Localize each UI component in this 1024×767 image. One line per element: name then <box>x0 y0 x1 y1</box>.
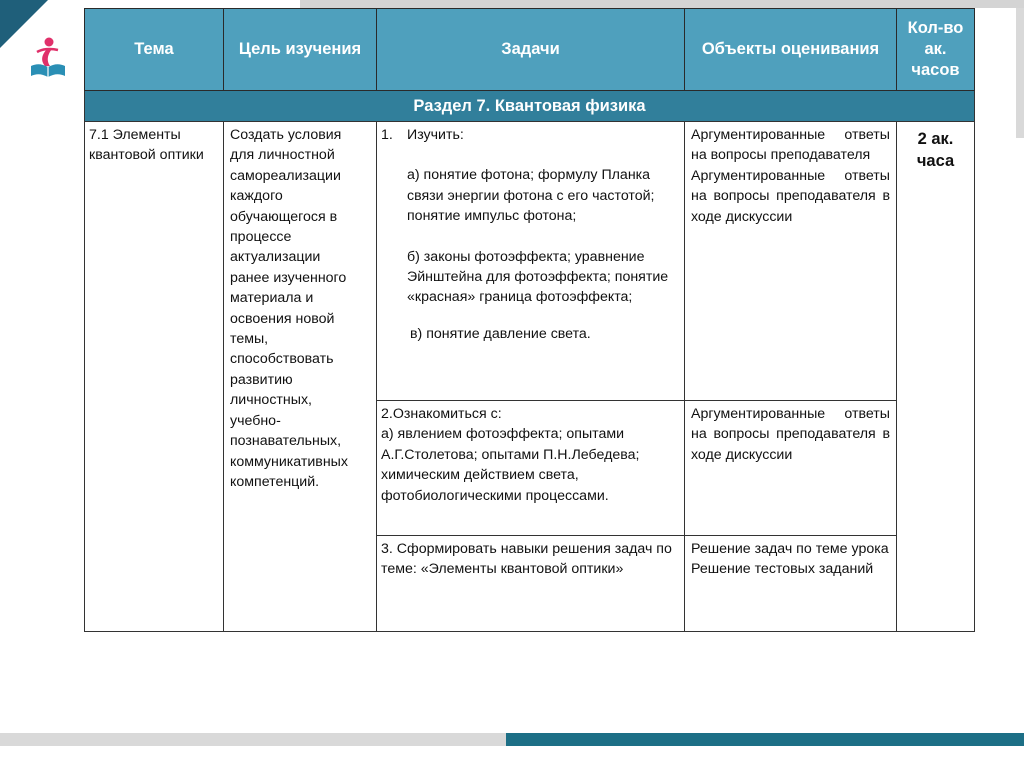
bottom-decor-bar-grey <box>0 733 506 746</box>
eval-item: Решение задач по теме урока <box>691 541 889 557</box>
goal-line: темы, <box>230 331 269 348</box>
goal-line: личностных, <box>230 392 312 409</box>
goal-line: обучающегося в <box>230 208 338 225</box>
curriculum-table <box>84 8 975 632</box>
eval-item: Аргументированные ответы на вопросы преподавателя <box>691 127 890 164</box>
goal-line: развитию <box>230 371 293 388</box>
eval-cell-2 <box>685 401 897 536</box>
header-hours: Кол-во ак. часов <box>897 9 975 91</box>
eval-item: Решение тестовых заданий <box>691 561 874 578</box>
right-decor-bar <box>1016 8 1024 138</box>
goal-cell <box>224 122 377 632</box>
header-goal: Цель изучения <box>224 9 377 91</box>
task-item-b: б) законы фотоэффекта; уравнение Эйнштейна для фотоэффекта; понятие «красная» граница фотоэффекта; <box>407 248 669 306</box>
goal-line: каждого <box>230 188 283 205</box>
goal-line: для личностной <box>230 147 335 164</box>
task-title: 2.Ознакомиться с: <box>381 406 502 422</box>
goal-line: компетенций. <box>230 473 320 490</box>
goal-line: освоения новой <box>230 310 335 327</box>
task-title: Изучить: <box>407 127 464 143</box>
section-row <box>85 91 975 122</box>
bottom-decor-bar-teal <box>506 733 1024 746</box>
task-number: 1. <box>381 127 393 143</box>
logo-icon <box>28 36 68 80</box>
table-header-row <box>85 9 975 91</box>
header-tasks: Задачи <box>377 9 685 91</box>
goal-line: самореализации <box>230 167 341 184</box>
goal-line: процессе <box>230 229 292 246</box>
eval-cell-1 <box>685 122 897 401</box>
eval-item: Аргументированные ответы на вопросы преподавателя в ходе дискуссии <box>691 167 890 225</box>
task-text: 3. Сформировать навыки решения задач по теме: «Элементы квантовой оптики» <box>381 541 672 578</box>
goal-line: учебно- <box>230 412 281 429</box>
goal-line: актуализации <box>230 249 321 266</box>
task-cell-2 <box>377 401 685 536</box>
topic-cell: 7.1 Элементы квантовой оптики <box>85 122 224 632</box>
goal-line: ранее изученного <box>230 269 347 286</box>
goal-line: материала и <box>230 290 314 307</box>
top-decor-bar <box>300 0 1024 8</box>
goal-line: коммуникативных <box>230 453 348 470</box>
goal-line: Создать условия <box>230 127 342 143</box>
eval-cell-3 <box>685 536 897 632</box>
eval-item: Аргументированные ответы на вопросы преподавателя в ходе дискуссии <box>691 406 890 463</box>
header-topic: Тема <box>85 9 224 91</box>
task-cell-1 <box>377 122 685 401</box>
header-eval: Объекты оценивания <box>685 9 897 91</box>
section-title: Раздел 7. Квантовая физика <box>85 91 975 122</box>
table-row <box>85 122 975 401</box>
task-item-c: в) понятие давление света. <box>410 325 591 342</box>
task-item-a: а) понятие фотона; формулу Планка связи энергии фотона с его частотой; понятие импульс фотона; <box>407 167 655 225</box>
hours-cell: 2 ак. часа <box>897 122 975 632</box>
goal-line: способствовать <box>230 351 334 368</box>
task-text: а) явлением фотоэффекта; опытами А.Г.Столетова; опытами П.Н.Лебедева; химическим действием света, фотобиологическими процессами. <box>381 426 640 504</box>
task-cell-3 <box>377 536 685 632</box>
goal-line: познавательных, <box>230 433 342 450</box>
